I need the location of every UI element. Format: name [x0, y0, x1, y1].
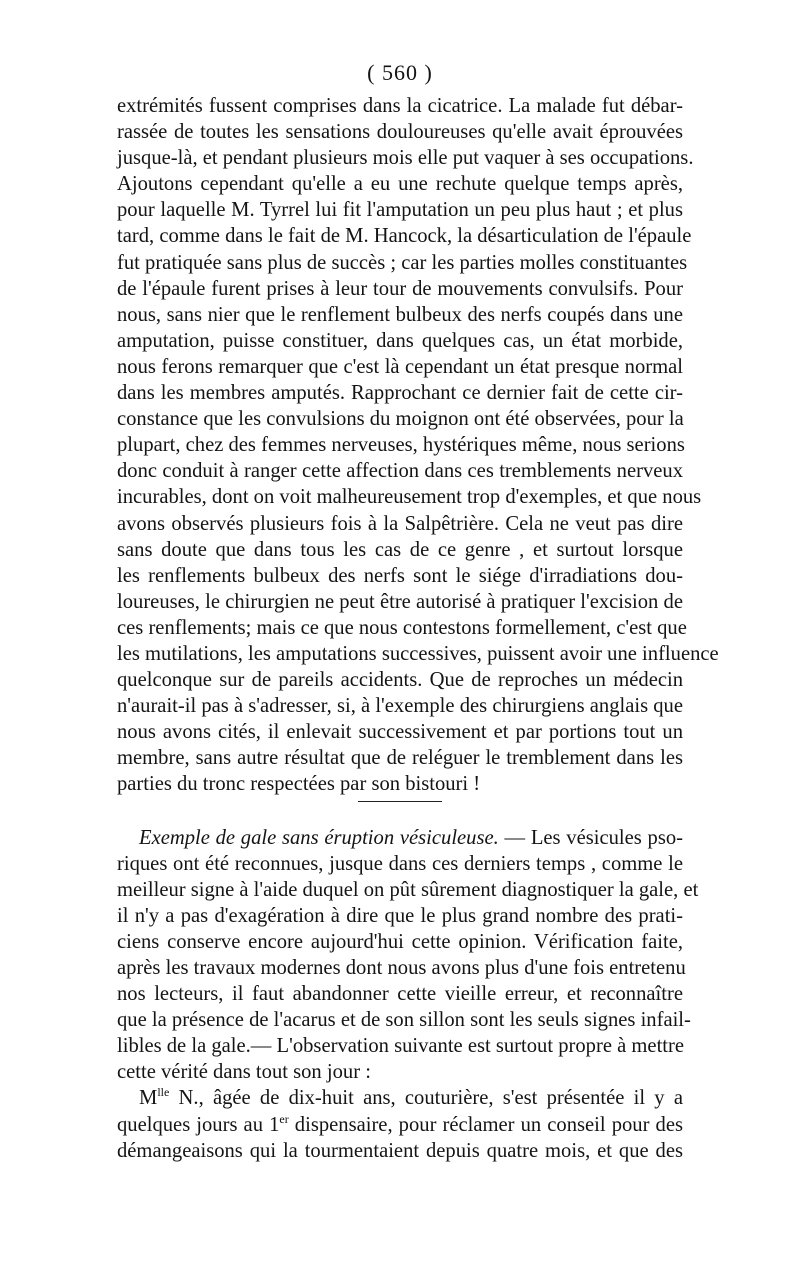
text-line	[117, 1112, 683, 1138]
text-line: quelconque sur de pareils accidents. Que de reproches un médecin	[117, 669, 683, 692]
section-heading: Exemple de gale sans éruption vésiculeuse.	[139, 826, 499, 849]
text-line: après les travaux modernes dont nous avons plus d'une fois entretenu	[117, 957, 686, 979]
text-line: donc conduit à ranger cette affection dans ces tremblements nerveux	[117, 460, 683, 483]
text-line: les mutilations, les amputations successives, puissent avoir une influence	[117, 642, 719, 665]
text-line: dans les membres amputés. Rapprochant ce dernier fait de cette cir-	[117, 382, 683, 405]
title-superscript: lle	[157, 1085, 170, 1100]
text-line: extrémités fussent comprises dans la cicatrice. La malade fut débar-	[117, 95, 683, 117]
text-line: pour laquelle M. Tyrrel lui fit l'amputation un peu plus haut ; et plus	[117, 199, 683, 222]
text-line: loureuses, le chirurgien ne peut être autorisé à pratiquer l'excision de	[117, 590, 683, 613]
text-line: nous, sans nier que le renflement bulbeux des nerfs coupés dans une	[117, 303, 683, 326]
paragraph-amputation-discussion	[117, 93, 719, 798]
text-line: fut pratiquée sans plus de succès ; car les parties molles constituantes	[117, 251, 688, 274]
text-line: il n'y a pas d'exagération à dire que le plus grand nombre des prati-	[117, 904, 683, 927]
text-line: que la présence de l'acarus et de son sillon sont les seuls signes infail-	[117, 1009, 691, 1032]
text-line: amputation, puisse constituer, dans quelques cas, un état morbide,	[117, 329, 683, 352]
text-line: de l'épaule furent prises à leur tour de mouvements convulsifs. Pour	[117, 277, 683, 300]
text-line	[117, 825, 683, 851]
section-separator	[117, 798, 683, 825]
heading-continuation: — Les vésicules pso-	[498, 826, 683, 849]
line-rest: N., âgée de dix-huit ans, couturière, s'est présentée il y a	[169, 1087, 683, 1110]
text-line: meilleur signe à l'aide duquel on pût sûrement diagnostiquer la gale, et	[117, 878, 699, 901]
ordinal-superscript: er	[279, 1111, 289, 1126]
text-line: constance que les convulsions du moignon ont été observées, pour la	[117, 408, 684, 431]
text-line: Ajoutons cependant qu'elle a eu une rechute quelque temps après,	[117, 173, 683, 196]
text-line: n'aurait-il pas à s'adresser, si, à l'exemple des chirurgiens anglais que	[117, 695, 683, 718]
text-line: membre, sans autre résultat que de reléguer le tremblement dans les	[117, 747, 683, 770]
text-line: sans doute que dans tous les cas de ce genre , et surtout lorsque	[117, 538, 683, 561]
text-line: riques ont été reconnues, jusque dans ces derniers temps , comme le	[117, 852, 683, 875]
separator-rule	[358, 801, 442, 802]
page-number: ( 560 )	[367, 60, 433, 85]
text-line: rassée de toutes les sensations douloureuses qu'elle avait éprouvées	[117, 121, 683, 144]
text-line: jusque-là, et pendant plusieurs mois elle put vaquer à ses occupations.	[117, 147, 694, 170]
text-line: incurables, dont on voit malheureusement trop d'exemples, et que nous	[117, 486, 702, 509]
text-line: nos lecteurs, il faut abandonner cette vieille erreur, et reconnaître	[117, 983, 683, 1006]
text-line: démangeaisons qui la tourmentaient depuis quatre mois, et que des	[117, 1139, 683, 1162]
text-line	[117, 1085, 683, 1111]
body-text	[117, 93, 719, 1164]
text-line: parties du tronc respectées par son bistouri !	[117, 773, 481, 796]
text-line: plupart, chez des femmes nerveuses, hystériques même, nous serions	[117, 434, 685, 457]
text-line: les renflements bulbeux des nerfs sont le siége d'irradiations dou-	[117, 564, 683, 587]
text-line: ciens conserve encore aujourd'hui cette opinion. Vérification faite,	[117, 930, 683, 953]
paragraph-patient-case	[117, 1085, 683, 1163]
text-line: tard, comme dans le fait de M. Hancock, la désarticulation de l'épaule	[117, 225, 692, 248]
line-rest: dispensaire, pour réclamer un conseil pour des	[288, 1113, 683, 1136]
text-line: ces renflements; mais ce que nous contestons formellement, c'est que	[117, 616, 687, 639]
paragraph-scabies-example	[117, 825, 699, 1086]
line-start: quelques jours au 1	[117, 1113, 280, 1136]
text-line: nous ferons remarquer que c'est là cependant un état presque normal	[117, 355, 683, 378]
text-line: cette vérité dans tout son jour :	[117, 1061, 371, 1084]
text-line: nous avons cités, il enlevait successivement et par portions tout un	[117, 721, 683, 744]
title-abbrev: M	[139, 1087, 158, 1110]
text-line: libles de la gale.— L'observation suivante est surtout propre à mettre	[117, 1035, 685, 1058]
text-line: avons observés plusieurs fois à la Salpêtrière. Cela ne veut pas dire	[117, 512, 683, 535]
